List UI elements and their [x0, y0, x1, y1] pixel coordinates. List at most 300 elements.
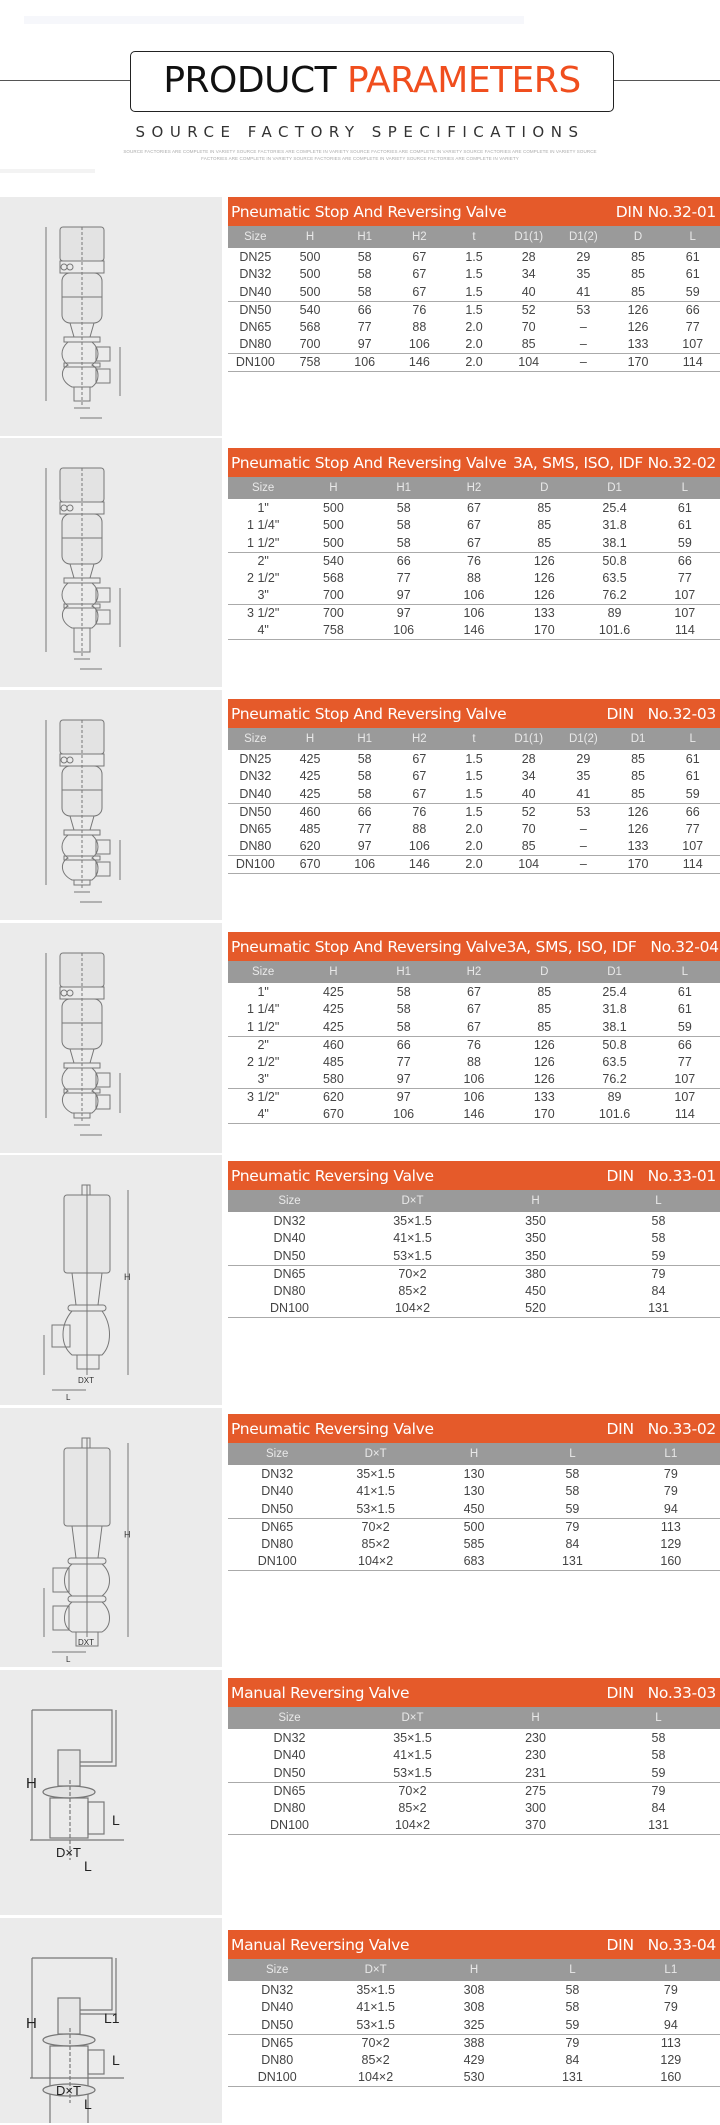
table-row — [228, 1282, 720, 1300]
column-header: Size — [244, 231, 267, 243]
table-cell: 58 — [565, 1466, 580, 1481]
table-cell: 700 — [322, 588, 344, 603]
table-cell: 325 — [463, 2017, 485, 2032]
table-row — [228, 1106, 720, 1124]
table-cell: 1.5 — [465, 302, 483, 317]
table-cell: 170 — [533, 1107, 555, 1122]
product-section — [0, 1918, 720, 2123]
table-cell: DN32 — [239, 267, 272, 282]
pneumatic-stop-reversing-valve-section-drawing — [0, 923, 222, 1153]
table-cell: 34 — [521, 267, 536, 282]
svg-text:D×T: D×T — [56, 2083, 81, 2098]
table-cell: 85×2 — [398, 1800, 427, 1815]
column-header: L — [689, 733, 696, 745]
table-cell: 79 — [663, 1982, 678, 1997]
table-cell: 58 — [396, 535, 411, 550]
table-bottom-rule — [228, 639, 720, 640]
table-row — [228, 1212, 720, 1230]
table-row — [228, 552, 720, 570]
table-title-bar — [228, 1678, 720, 1707]
column-header: L — [681, 966, 689, 978]
table-cell: 70×2 — [398, 1783, 427, 1798]
table-cell: 126 — [533, 1072, 555, 1087]
table-cell: DN50 — [239, 804, 272, 819]
table-cell: 580 — [322, 1072, 344, 1087]
table-cell: 114 — [674, 1107, 695, 1122]
table-cell: 34 — [521, 769, 536, 784]
table-cell: 84 — [565, 1536, 580, 1551]
table-cell: 76 — [412, 804, 427, 819]
table-cell: – — [579, 337, 587, 352]
table-cell: 85 — [631, 267, 645, 282]
table-row — [228, 1782, 720, 1800]
table-cell: 450 — [525, 1283, 546, 1298]
table-cell: – — [579, 355, 587, 370]
table-cell: 101.6 — [598, 623, 631, 638]
table-cell: 114 — [682, 355, 703, 370]
table-cell: 170 — [627, 355, 649, 370]
table-cell: 1.5 — [465, 249, 483, 264]
table-title-bar — [228, 699, 720, 728]
table-cell: 1.5 — [465, 804, 483, 819]
product-section — [0, 1670, 720, 1915]
table-cell: 85 — [537, 1019, 552, 1034]
table-cell: 38.1 — [602, 1019, 627, 1034]
table-cell: 485 — [299, 821, 321, 836]
table-cell: 1 1/4" — [247, 1002, 280, 1017]
table-row — [228, 283, 720, 301]
table-cell: 2" — [257, 1037, 269, 1052]
table-cell: 126 — [627, 804, 649, 819]
table-cell: 485 — [322, 1054, 344, 1069]
column-header: Size — [266, 1448, 289, 1460]
table-cell: 126 — [533, 553, 555, 568]
table-row — [228, 301, 720, 319]
table-cell: 231 — [525, 1765, 546, 1780]
table-cell: 77 — [685, 821, 700, 836]
table-cell: 67 — [467, 518, 481, 533]
table-cell: 133 — [533, 1090, 555, 1105]
table-cell: 126 — [627, 821, 649, 836]
table-cell: 380 — [525, 1266, 546, 1281]
product-section — [0, 923, 720, 1153]
column-header: Size — [251, 482, 275, 494]
table-cell: 126 — [533, 1037, 555, 1052]
table-cell: DN80 — [239, 839, 272, 854]
table-row — [228, 499, 720, 517]
table-cell: 2.0 — [465, 857, 483, 872]
table-cell: 66 — [685, 804, 700, 819]
table-cell: 61 — [677, 518, 692, 533]
table-cell: 84 — [651, 1283, 666, 1298]
table-cell: 1.5 — [465, 769, 483, 784]
table-cell: 460 — [299, 804, 321, 819]
table-cell: DN32 — [273, 1213, 306, 1228]
table-cell: 429 — [463, 2052, 485, 2067]
table-cell: 79 — [565, 1519, 580, 1534]
divider-strip — [0, 169, 95, 173]
table-cell: 107 — [682, 337, 704, 352]
table-row — [228, 336, 720, 354]
table-row — [228, 534, 720, 552]
table-row — [228, 1747, 720, 1765]
table-cell: 85 — [537, 1002, 552, 1017]
table-cell: DN32 — [261, 1982, 294, 1997]
table-cell: 31.8 — [602, 1002, 627, 1017]
table-cell: 106 — [463, 1072, 485, 1087]
table-cell: 67 — [467, 535, 481, 550]
table-cell: 66 — [677, 1037, 692, 1052]
table-cell: 85 — [631, 786, 645, 801]
table-cell: 25.4 — [602, 984, 627, 999]
table-row — [228, 1729, 720, 1747]
table-cell: 77 — [396, 1054, 411, 1069]
table-row — [228, 1535, 720, 1553]
table-cell: DN80 — [239, 337, 272, 352]
table-cell: 2.0 — [465, 355, 483, 370]
table-cell: 2.0 — [465, 821, 483, 836]
spec-table — [228, 1930, 720, 2087]
column-header: t — [472, 733, 476, 745]
product-name: Pneumatic Stop And Reversing Valve — [231, 704, 507, 723]
table-cell: 58 — [396, 518, 411, 533]
table-cell: 670 — [299, 857, 321, 872]
column-header: D1 — [630, 733, 646, 745]
table-cell: – — [579, 857, 587, 872]
column-header: H — [305, 231, 315, 243]
table-cell: 85×2 — [361, 2052, 390, 2067]
drawing-panel — [0, 1408, 222, 1667]
table-cell: DN40 — [273, 1231, 306, 1246]
table-row — [228, 1817, 720, 1835]
table-cell: 350 — [525, 1213, 546, 1228]
table-cell: 67 — [412, 267, 427, 282]
table-cell: 146 — [408, 355, 430, 370]
svg-text:L: L — [66, 1393, 71, 1402]
table-cell: 146 — [408, 857, 430, 872]
table-cell: 79 — [651, 1266, 666, 1281]
column-header: L — [569, 1448, 576, 1460]
table-cell: 104×2 — [358, 2070, 394, 2085]
table-cell: 53×1.5 — [393, 1248, 432, 1263]
table-cell: 77 — [677, 1054, 692, 1069]
svg-text:H: H — [26, 1775, 37, 1792]
table-cell: 104×2 — [394, 1301, 431, 1316]
top-band — [24, 16, 524, 24]
table-cell: 388 — [463, 2035, 485, 2050]
table-cell: 126 — [627, 302, 649, 317]
table-cell: 70×2 — [361, 1519, 390, 1534]
table-cell: 450 — [463, 1501, 485, 1516]
table-cell: 70×2 — [398, 1266, 427, 1281]
table-cell: 63.5 — [602, 1054, 627, 1069]
spec-table — [228, 932, 720, 1124]
table-cell: 133 — [627, 337, 649, 352]
table-cell: – — [579, 821, 587, 836]
table-cell: 58 — [565, 1484, 580, 1499]
table-cell: 59 — [685, 284, 700, 299]
table-title-bar — [228, 197, 720, 226]
table-cell: 97 — [396, 1090, 411, 1105]
column-header: L — [655, 1712, 662, 1724]
pneumatic-reversing-valve-double-drawing — [0, 1408, 222, 1667]
table-cell: 106 — [408, 839, 430, 854]
table-cell: 620 — [299, 839, 321, 854]
product-code: DIN No.33-03 — [606, 1683, 716, 1702]
table-cell: 2" — [257, 553, 269, 568]
table-cell: 35×1.5 — [393, 1730, 432, 1745]
table-row — [228, 750, 720, 768]
column-header: t — [472, 231, 476, 243]
table-cell: 106 — [408, 337, 430, 352]
table-row — [228, 353, 720, 371]
table-cell: 230 — [525, 1730, 546, 1745]
table-row — [228, 1018, 720, 1036]
table-row — [228, 1553, 720, 1571]
product-section — [0, 438, 720, 687]
table-cell: 58 — [396, 984, 411, 999]
table-cell: DN65 — [239, 319, 272, 334]
table-cell: 350 — [525, 1231, 546, 1246]
table-cell: 500 — [322, 535, 344, 550]
table-cell: 88 — [412, 319, 427, 334]
svg-text:L: L — [66, 1655, 71, 1664]
table-cell: 50.8 — [602, 553, 627, 568]
drawing-panel — [0, 1918, 222, 2123]
table-cell: 58 — [357, 284, 372, 299]
table-cell: 58 — [651, 1748, 666, 1763]
table-row — [228, 1300, 720, 1318]
table-cell: 107 — [682, 839, 704, 854]
product-code: DIN No.33-04 — [606, 1935, 716, 1954]
table-cell: 129 — [660, 2052, 682, 2067]
table-cell: DN40 — [239, 284, 272, 299]
table-cell: 2.0 — [465, 839, 483, 854]
table-cell: 52 — [521, 302, 536, 317]
table-cell: 700 — [322, 606, 344, 621]
product-code: DIN No.33-01 — [606, 1166, 716, 1185]
table-cell: DN80 — [261, 2052, 294, 2067]
table-row — [228, 820, 720, 838]
table-cell: 85 — [537, 535, 552, 550]
table-cell: 59 — [651, 1248, 666, 1263]
table-cell: 146 — [463, 623, 485, 638]
drawing-panel — [0, 690, 222, 920]
table-cell: 126 — [533, 1054, 555, 1069]
table-title-bar — [228, 448, 720, 477]
table-row — [228, 838, 720, 856]
table-cell: 104×2 — [394, 1818, 431, 1833]
table-cell: 107 — [674, 588, 696, 603]
column-header: Size — [251, 966, 275, 978]
column-header: D1(2) — [568, 231, 598, 243]
table-cell: 61 — [685, 267, 700, 282]
table-cell: 41×1.5 — [356, 1484, 395, 1499]
table-cell: 76.2 — [602, 1072, 627, 1087]
table-cell: 4" — [257, 1107, 269, 1122]
product-name: Pneumatic Reversing Valve — [231, 1166, 434, 1185]
table-cell: DN50 — [273, 1248, 306, 1263]
table-cell: 77 — [677, 570, 692, 585]
table-cell: 76 — [467, 1037, 481, 1052]
table-cell: 3" — [257, 1072, 269, 1087]
column-header: H1 — [357, 231, 373, 243]
column-header: H1 — [396, 966, 412, 978]
table-cell: DN80 — [273, 1800, 306, 1815]
table-row — [228, 1518, 720, 1536]
table-cell: 700 — [299, 337, 321, 352]
table-cell: 66 — [685, 302, 700, 317]
table-cell: 520 — [525, 1301, 546, 1316]
product-section — [0, 1155, 720, 1405]
table-cell: 79 — [651, 1783, 666, 1798]
column-header: D1 — [607, 966, 622, 978]
table-cell: 97 — [396, 1072, 411, 1087]
table-cell: 425 — [299, 751, 321, 766]
table-cell: 104×2 — [358, 1554, 394, 1569]
table-cell: DN25 — [239, 249, 272, 264]
table-cell: 67 — [412, 769, 427, 784]
table-cell: 101.6 — [598, 1107, 631, 1122]
table-row — [228, 1071, 720, 1089]
table-cell: – — [579, 319, 587, 334]
table-cell: 114 — [682, 857, 703, 872]
table-row — [228, 1001, 720, 1019]
table-cell: 66 — [396, 553, 411, 568]
table-cell: 94 — [663, 1501, 678, 1516]
product-name: Pneumatic Stop And Reversing Valve — [231, 202, 507, 221]
table-cell: DN50 — [239, 302, 272, 317]
column-header: H — [329, 482, 338, 494]
column-header: D1(1) — [514, 733, 544, 745]
column-header: D — [540, 482, 549, 494]
table-cell: 66 — [357, 804, 372, 819]
table-cell: 146 — [463, 1107, 485, 1122]
title-black: PRODUCT — [163, 60, 337, 101]
column-header: D — [633, 231, 643, 243]
table-cell: 85 — [631, 284, 645, 299]
table-cell: 133 — [627, 839, 649, 854]
svg-text:DXT: DXT — [78, 1638, 94, 1647]
table-cell: 104 — [518, 355, 540, 370]
table-cell: 131 — [561, 1554, 583, 1569]
table-cell: 79 — [663, 2000, 678, 2015]
column-header: D — [540, 966, 549, 978]
table-cell: 500 — [463, 1519, 485, 1534]
table-cell: 107 — [674, 1072, 696, 1087]
product-code: DIN No.32-03 — [606, 704, 716, 723]
table-row — [228, 983, 720, 1001]
table-cell: 425 — [299, 769, 321, 784]
table-cell: 58 — [396, 1002, 411, 1017]
table-cell: 568 — [299, 319, 321, 334]
table-cell: 106 — [463, 606, 485, 621]
column-header: H1 — [396, 482, 412, 494]
product-code: 3A, SMS, ISO, IDF No.32-02 — [512, 453, 716, 472]
table-cell: 85 — [537, 518, 552, 533]
table-cell: 425 — [322, 1002, 344, 1017]
table-cell: 160 — [660, 1554, 682, 1569]
header-line-right — [613, 80, 720, 81]
product-section — [0, 197, 720, 436]
table-row — [228, 569, 720, 587]
table-cell: 97 — [396, 588, 411, 603]
spec-table — [228, 448, 720, 640]
column-header: D×T — [401, 1195, 424, 1207]
table-cell: 35 — [576, 769, 591, 784]
column-header: D×T — [401, 1712, 424, 1724]
spec-table — [228, 1678, 720, 1835]
table-cell: 3" — [257, 588, 269, 603]
table-cell: 35×1.5 — [356, 1982, 395, 1997]
table-cell: DN25 — [239, 751, 272, 766]
table-cell: 63.5 — [602, 570, 627, 585]
table-cell: 59 — [651, 1765, 666, 1780]
table-cell: 84 — [565, 2052, 580, 2067]
table-cell: 79 — [565, 2035, 580, 2050]
table-cell: 170 — [533, 623, 555, 638]
table-cell: 1.5 — [465, 786, 483, 801]
table-cell: 84 — [651, 1800, 666, 1815]
table-cell: 58 — [357, 751, 372, 766]
table-cell: 107 — [674, 606, 696, 621]
column-header: D×T — [364, 1448, 387, 1460]
table-cell: 308 — [463, 2000, 485, 2015]
table-cell: 106 — [354, 355, 376, 370]
table-cell: DN32 — [261, 1466, 294, 1481]
table-cell: 67 — [412, 249, 427, 264]
table-cell: 28 — [521, 751, 536, 766]
table-cell: 53 — [576, 302, 591, 317]
table-cell: 61 — [685, 751, 700, 766]
table-cell: 58 — [396, 500, 411, 515]
table-cell: 85 — [631, 249, 645, 264]
table-cell: 85×2 — [398, 1283, 427, 1298]
column-header: H2 — [466, 482, 482, 494]
table-cell: 40 — [521, 786, 536, 801]
product-name: Pneumatic Stop And Reversing Valve — [231, 937, 507, 956]
spec-table — [228, 1414, 720, 1571]
svg-text:L: L — [112, 2052, 120, 2068]
table-cell: 76 — [412, 302, 427, 317]
column-header: H2 — [466, 966, 482, 978]
table-cell: 170 — [627, 857, 649, 872]
table-cell: 350 — [525, 1248, 546, 1263]
table-title-bar — [228, 1161, 720, 1190]
table-cell: 758 — [299, 355, 321, 370]
column-header: H2 — [412, 231, 427, 243]
table-cell: 2.0 — [465, 319, 483, 334]
table-cell: 500 — [322, 518, 344, 533]
table-cell: 1 1/4" — [247, 518, 280, 533]
pneumatic-stop-reversing-valve-section-drawing — [0, 690, 222, 920]
table-row — [228, 1230, 720, 1248]
column-header: Size — [278, 1712, 301, 1724]
column-header: Size — [278, 1195, 301, 1207]
table-row — [228, 2069, 720, 2087]
table-cell: DN40 — [239, 786, 272, 801]
column-header: L — [569, 1964, 576, 1976]
table-cell: 106 — [393, 623, 415, 638]
table-row — [228, 2051, 720, 2069]
table-cell: 126 — [533, 588, 555, 603]
table-row — [228, 587, 720, 605]
table-row — [228, 517, 720, 535]
manual-reversing-valve-drawing — [0, 1670, 222, 1915]
table-row — [228, 855, 720, 873]
table-cell: 41×1.5 — [393, 1748, 432, 1763]
table-cell: 620 — [322, 1090, 344, 1105]
